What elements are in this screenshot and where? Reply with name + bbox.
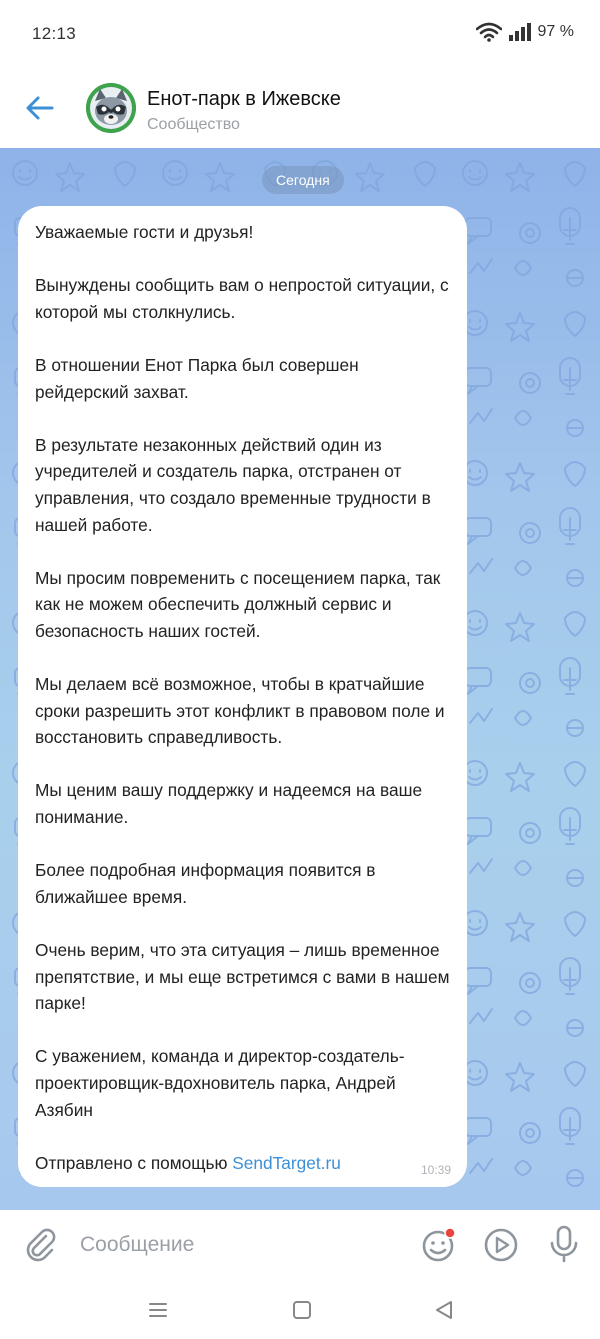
square-icon — [290, 1298, 314, 1322]
avatar[interactable] — [86, 83, 136, 133]
paperclip-icon — [22, 1226, 58, 1262]
message-bubble[interactable] — [18, 206, 467, 1187]
footer-prefix: Отправлено с помощью — [35, 1152, 233, 1173]
chat-header — [0, 70, 600, 148]
play-circle-icon — [482, 1226, 520, 1264]
status-bar — [0, 0, 600, 70]
sendtarget-link[interactable]: SendTarget.ru — [232, 1152, 341, 1173]
message-paragraph: Более подробная информация появится в ближайшее время. — [35, 860, 376, 907]
arrow-left-icon — [22, 90, 58, 126]
message-paragraph: Очень верим, что эта ситуация – лишь временное препятствие, и мы еще встретимся с вами в нашем парке! — [35, 940, 450, 1014]
system-nav-bar — [0, 1280, 600, 1339]
message-paragraph: В результате незаконных действий один из учредителей и создатель парка, отстранен от управления, что создало временные трудности в нашей работе. — [35, 434, 431, 535]
message-paragraph: Мы делаем всё возможное, чтобы в кратчайшие сроки разрешить этот конфликт в правовом поле и восстановить справедливость. — [35, 674, 445, 748]
triangle-back-icon — [432, 1298, 456, 1322]
attach-button[interactable] — [22, 1226, 58, 1262]
raccoon-avatar-icon — [86, 83, 136, 133]
menu-icon — [146, 1298, 170, 1322]
input-bar — [0, 1210, 600, 1280]
play-button[interactable] — [482, 1226, 520, 1264]
back-button[interactable] — [22, 90, 58, 126]
message-paragraph: В отношении Енот Парка был совершен рейдерский захват. — [35, 354, 359, 402]
battery-level: 97 % — [537, 23, 574, 40]
message-paragraph: С уважением, команда и директор-создатель-проектировщик-вдохновитель парка, Андрей Азябин — [35, 1046, 405, 1120]
message-footer — [35, 1150, 451, 1177]
emoji-button[interactable] — [420, 1226, 458, 1264]
chat-area[interactable] — [0, 148, 600, 1210]
message-paragraph: Уважаемые гости и друзья! — [35, 222, 254, 242]
emoji-notification-dot — [445, 1228, 455, 1238]
message-input[interactable] — [80, 1228, 380, 1262]
signal-icon — [508, 22, 532, 42]
status-time: 12:13 — [32, 24, 77, 43]
chat-subtitle: Сообщество — [147, 116, 240, 133]
status-indicators — [476, 22, 574, 42]
chat-title[interactable]: Енот-парк в Ижевске — [147, 88, 341, 110]
wifi-icon — [476, 22, 502, 42]
mic-button[interactable] — [546, 1224, 582, 1264]
date-badge: Сегодня — [262, 166, 344, 194]
message-paragraph: Мы ценим вашу поддержку и надеемся на ваше понимание. — [35, 780, 423, 828]
message-paragraph: Вынуждены сообщить вам о непростой ситуации, с которой мы столкнулись. — [35, 275, 449, 322]
message-paragraph: Мы просим повременить с посещением парка, так как не можем обеспечить должный сервис и безопасность наших гостей. — [35, 567, 441, 641]
nav-back-button[interactable] — [432, 1298, 456, 1322]
microphone-icon — [546, 1224, 582, 1264]
nav-menu-button[interactable] — [146, 1298, 170, 1322]
message-time: 10:39 — [420, 1163, 451, 1177]
message-text — [35, 219, 451, 1176]
smiley-icon — [420, 1226, 458, 1264]
nav-home-button[interactable] — [290, 1298, 314, 1322]
